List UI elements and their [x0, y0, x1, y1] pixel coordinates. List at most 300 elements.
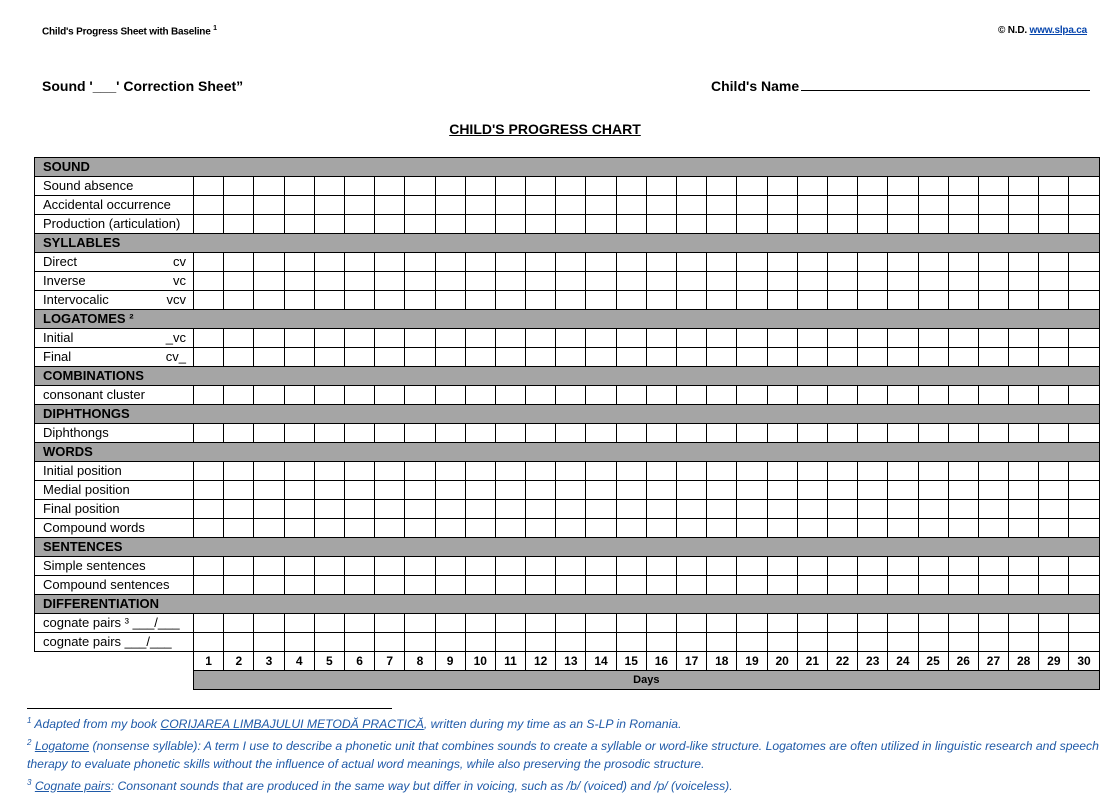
- day-cell[interactable]: [1069, 614, 1099, 633]
- day-cell[interactable]: [948, 215, 978, 234]
- day-cell[interactable]: [224, 614, 254, 633]
- day-cell[interactable]: [435, 500, 465, 519]
- day-cell[interactable]: [224, 462, 254, 481]
- day-cell[interactable]: [707, 348, 737, 367]
- day-cell[interactable]: [435, 633, 465, 652]
- day-cell[interactable]: [858, 481, 888, 500]
- day-cell[interactable]: [375, 291, 405, 310]
- day-cell[interactable]: [858, 253, 888, 272]
- day-cell[interactable]: [435, 215, 465, 234]
- day-cell[interactable]: [918, 557, 948, 576]
- day-cell[interactable]: [314, 329, 344, 348]
- day-cell[interactable]: [344, 633, 374, 652]
- day-cell[interactable]: [526, 614, 556, 633]
- day-cell[interactable]: [556, 348, 586, 367]
- day-cell[interactable]: [284, 196, 314, 215]
- day-cell[interactable]: [677, 557, 707, 576]
- day-cell[interactable]: [858, 348, 888, 367]
- day-cell[interactable]: [375, 177, 405, 196]
- day-cell[interactable]: [495, 576, 525, 595]
- day-cell[interactable]: [556, 462, 586, 481]
- day-cell[interactable]: [888, 576, 918, 595]
- day-cell[interactable]: [465, 215, 495, 234]
- day-cell[interactable]: [375, 253, 405, 272]
- day-cell[interactable]: [586, 329, 616, 348]
- day-cell[interactable]: [1039, 424, 1069, 443]
- day-cell[interactable]: [526, 633, 556, 652]
- day-cell[interactable]: [586, 576, 616, 595]
- day-cell[interactable]: [1039, 348, 1069, 367]
- day-cell[interactable]: [1009, 177, 1039, 196]
- day-cell[interactable]: [1009, 500, 1039, 519]
- day-cell[interactable]: [677, 633, 707, 652]
- day-cell[interactable]: [495, 614, 525, 633]
- day-cell[interactable]: [827, 291, 857, 310]
- day-cell[interactable]: [495, 557, 525, 576]
- day-cell[interactable]: [978, 272, 1008, 291]
- day-cell[interactable]: [526, 272, 556, 291]
- day-cell[interactable]: [918, 500, 948, 519]
- day-cell[interactable]: [526, 481, 556, 500]
- day-cell[interactable]: [737, 481, 767, 500]
- day-cell[interactable]: [616, 272, 646, 291]
- day-cell[interactable]: [827, 576, 857, 595]
- day-cell[interactable]: [344, 557, 374, 576]
- day-cell[interactable]: [797, 500, 827, 519]
- day-cell[interactable]: [827, 253, 857, 272]
- day-cell[interactable]: [797, 215, 827, 234]
- day-cell[interactable]: [344, 424, 374, 443]
- day-cell[interactable]: [858, 462, 888, 481]
- day-cell[interactable]: [1039, 633, 1069, 652]
- day-cell[interactable]: [677, 272, 707, 291]
- day-cell[interactable]: [1039, 481, 1069, 500]
- day-cell[interactable]: [888, 348, 918, 367]
- day-cell[interactable]: [556, 481, 586, 500]
- day-cell[interactable]: [194, 196, 224, 215]
- day-cell[interactable]: [948, 462, 978, 481]
- day-cell[interactable]: [405, 196, 435, 215]
- day-cell[interactable]: [616, 291, 646, 310]
- day-cell[interactable]: [254, 329, 284, 348]
- day-cell[interactable]: [465, 462, 495, 481]
- day-cell[interactable]: [314, 272, 344, 291]
- day-cell[interactable]: [767, 253, 797, 272]
- day-cell[interactable]: [435, 557, 465, 576]
- day-cell[interactable]: [375, 272, 405, 291]
- day-cell[interactable]: [858, 576, 888, 595]
- day-cell[interactable]: [344, 253, 374, 272]
- day-cell[interactable]: [586, 291, 616, 310]
- day-cell[interactable]: [1009, 633, 1039, 652]
- day-cell[interactable]: [767, 557, 797, 576]
- day-cell[interactable]: [586, 557, 616, 576]
- day-cell[interactable]: [435, 291, 465, 310]
- day-cell[interactable]: [495, 633, 525, 652]
- day-cell[interactable]: [1039, 177, 1069, 196]
- day-cell[interactable]: [495, 500, 525, 519]
- day-cell[interactable]: [405, 500, 435, 519]
- day-cell[interactable]: [465, 576, 495, 595]
- day-cell[interactable]: [405, 614, 435, 633]
- day-cell[interactable]: [1069, 633, 1099, 652]
- day-cell[interactable]: [858, 272, 888, 291]
- day-cell[interactable]: [194, 481, 224, 500]
- day-cell[interactable]: [978, 462, 1008, 481]
- day-cell[interactable]: [707, 386, 737, 405]
- day-cell[interactable]: [1039, 329, 1069, 348]
- day-cell[interactable]: [978, 386, 1008, 405]
- day-cell[interactable]: [707, 633, 737, 652]
- day-cell[interactable]: [646, 215, 676, 234]
- day-cell[interactable]: [254, 500, 284, 519]
- day-cell[interactable]: [616, 633, 646, 652]
- day-cell[interactable]: [767, 614, 797, 633]
- day-cell[interactable]: [556, 215, 586, 234]
- day-cell[interactable]: [737, 348, 767, 367]
- day-cell[interactable]: [495, 177, 525, 196]
- day-cell[interactable]: [797, 576, 827, 595]
- day-cell[interactable]: [797, 329, 827, 348]
- day-cell[interactable]: [224, 481, 254, 500]
- day-cell[interactable]: [616, 348, 646, 367]
- day-cell[interactable]: [465, 177, 495, 196]
- day-cell[interactable]: [827, 348, 857, 367]
- day-cell[interactable]: [586, 633, 616, 652]
- day-cell[interactable]: [1039, 272, 1069, 291]
- day-cell[interactable]: [677, 386, 707, 405]
- day-cell[interactable]: [918, 177, 948, 196]
- day-cell[interactable]: [194, 348, 224, 367]
- day-cell[interactable]: [616, 386, 646, 405]
- day-cell[interactable]: [284, 519, 314, 538]
- day-cell[interactable]: [344, 215, 374, 234]
- day-cell[interactable]: [405, 462, 435, 481]
- child-name-line[interactable]: [801, 78, 1090, 91]
- day-cell[interactable]: [948, 576, 978, 595]
- day-cell[interactable]: [586, 462, 616, 481]
- day-cell[interactable]: [948, 329, 978, 348]
- day-cell[interactable]: [797, 348, 827, 367]
- day-cell[interactable]: [314, 557, 344, 576]
- day-cell[interactable]: [586, 348, 616, 367]
- footnote-link[interactable]: CORIJAREA LIMBAJULUI METODĂ PRACTICĂ: [160, 717, 424, 732]
- day-cell[interactable]: [1009, 215, 1039, 234]
- day-cell[interactable]: [677, 329, 707, 348]
- day-cell[interactable]: [797, 424, 827, 443]
- day-cell[interactable]: [556, 291, 586, 310]
- day-cell[interactable]: [526, 500, 556, 519]
- day-cell[interactable]: [888, 215, 918, 234]
- day-cell[interactable]: [375, 557, 405, 576]
- day-cell[interactable]: [586, 272, 616, 291]
- day-cell[interactable]: [435, 348, 465, 367]
- day-cell[interactable]: [767, 329, 797, 348]
- day-cell[interactable]: [1069, 519, 1099, 538]
- day-cell[interactable]: [707, 576, 737, 595]
- day-cell[interactable]: [1009, 291, 1039, 310]
- day-cell[interactable]: [405, 424, 435, 443]
- day-cell[interactable]: [677, 348, 707, 367]
- day-cell[interactable]: [194, 500, 224, 519]
- day-cell[interactable]: [284, 215, 314, 234]
- day-cell[interactable]: [405, 633, 435, 652]
- day-cell[interactable]: [737, 633, 767, 652]
- day-cell[interactable]: [707, 196, 737, 215]
- day-cell[interactable]: [556, 196, 586, 215]
- day-cell[interactable]: [405, 215, 435, 234]
- day-cell[interactable]: [737, 272, 767, 291]
- day-cell[interactable]: [405, 348, 435, 367]
- day-cell[interactable]: [1009, 196, 1039, 215]
- day-cell[interactable]: [737, 329, 767, 348]
- day-cell[interactable]: [1009, 557, 1039, 576]
- day-cell[interactable]: [465, 329, 495, 348]
- day-cell[interactable]: [767, 424, 797, 443]
- website-link[interactable]: www.slpa.ca: [1029, 25, 1087, 36]
- day-cell[interactable]: [314, 215, 344, 234]
- day-cell[interactable]: [435, 424, 465, 443]
- day-cell[interactable]: [495, 253, 525, 272]
- day-cell[interactable]: [284, 557, 314, 576]
- day-cell[interactable]: [194, 614, 224, 633]
- day-cell[interactable]: [827, 196, 857, 215]
- day-cell[interactable]: [344, 348, 374, 367]
- day-cell[interactable]: [1039, 500, 1069, 519]
- day-cell[interactable]: [465, 348, 495, 367]
- day-cell[interactable]: [224, 500, 254, 519]
- day-cell[interactable]: [405, 177, 435, 196]
- day-cell[interactable]: [827, 386, 857, 405]
- day-cell[interactable]: [1069, 462, 1099, 481]
- day-cell[interactable]: [465, 291, 495, 310]
- day-cell[interactable]: [1069, 576, 1099, 595]
- day-cell[interactable]: [737, 386, 767, 405]
- day-cell[interactable]: [1069, 386, 1099, 405]
- day-cell[interactable]: [586, 500, 616, 519]
- day-cell[interactable]: [707, 519, 737, 538]
- day-cell[interactable]: [888, 481, 918, 500]
- day-cell[interactable]: [1009, 272, 1039, 291]
- day-cell[interactable]: [948, 253, 978, 272]
- day-cell[interactable]: [888, 177, 918, 196]
- day-cell[interactable]: [314, 386, 344, 405]
- day-cell[interactable]: [556, 557, 586, 576]
- day-cell[interactable]: [948, 557, 978, 576]
- day-cell[interactable]: [495, 386, 525, 405]
- day-cell[interactable]: [646, 462, 676, 481]
- day-cell[interactable]: [978, 424, 1008, 443]
- day-cell[interactable]: [314, 177, 344, 196]
- day-cell[interactable]: [254, 253, 284, 272]
- day-cell[interactable]: [1009, 386, 1039, 405]
- day-cell[interactable]: [284, 329, 314, 348]
- day-cell[interactable]: [707, 215, 737, 234]
- day-cell[interactable]: [888, 196, 918, 215]
- day-cell[interactable]: [224, 272, 254, 291]
- day-cell[interactable]: [978, 614, 1008, 633]
- day-cell[interactable]: [918, 614, 948, 633]
- day-cell[interactable]: [918, 329, 948, 348]
- day-cell[interactable]: [344, 196, 374, 215]
- day-cell[interactable]: [344, 519, 374, 538]
- day-cell[interactable]: [918, 215, 948, 234]
- day-cell[interactable]: [435, 519, 465, 538]
- day-cell[interactable]: [737, 196, 767, 215]
- day-cell[interactable]: [767, 519, 797, 538]
- day-cell[interactable]: [646, 177, 676, 196]
- day-cell[interactable]: [737, 253, 767, 272]
- day-cell[interactable]: [918, 253, 948, 272]
- day-cell[interactable]: [1069, 196, 1099, 215]
- day-cell[interactable]: [616, 614, 646, 633]
- child-name-field[interactable]: [711, 78, 1090, 94]
- day-cell[interactable]: [707, 462, 737, 481]
- day-cell[interactable]: [918, 272, 948, 291]
- day-cell[interactable]: [767, 291, 797, 310]
- day-cell[interactable]: [737, 215, 767, 234]
- day-cell[interactable]: [254, 557, 284, 576]
- day-cell[interactable]: [526, 424, 556, 443]
- day-cell[interactable]: [556, 177, 586, 196]
- day-cell[interactable]: [314, 500, 344, 519]
- day-cell[interactable]: [978, 177, 1008, 196]
- day-cell[interactable]: [194, 272, 224, 291]
- day-cell[interactable]: [254, 424, 284, 443]
- day-cell[interactable]: [1069, 348, 1099, 367]
- day-cell[interactable]: [435, 177, 465, 196]
- day-cell[interactable]: [918, 519, 948, 538]
- day-cell[interactable]: [1069, 253, 1099, 272]
- day-cell[interactable]: [1069, 424, 1099, 443]
- day-cell[interactable]: [978, 557, 1008, 576]
- day-cell[interactable]: [858, 177, 888, 196]
- day-cell[interactable]: [948, 348, 978, 367]
- day-cell[interactable]: [375, 348, 405, 367]
- day-cell[interactable]: [194, 462, 224, 481]
- day-cell[interactable]: [677, 253, 707, 272]
- day-cell[interactable]: [586, 614, 616, 633]
- day-cell[interactable]: [677, 291, 707, 310]
- day-cell[interactable]: [707, 424, 737, 443]
- day-cell[interactable]: [314, 633, 344, 652]
- day-cell[interactable]: [888, 500, 918, 519]
- day-cell[interactable]: [314, 462, 344, 481]
- day-cell[interactable]: [616, 462, 646, 481]
- day-cell[interactable]: [1069, 177, 1099, 196]
- day-cell[interactable]: [1069, 557, 1099, 576]
- day-cell[interactable]: [888, 386, 918, 405]
- day-cell[interactable]: [978, 633, 1008, 652]
- day-cell[interactable]: [918, 386, 948, 405]
- day-cell[interactable]: [526, 386, 556, 405]
- day-cell[interactable]: [526, 348, 556, 367]
- day-cell[interactable]: [1009, 519, 1039, 538]
- day-cell[interactable]: [707, 272, 737, 291]
- day-cell[interactable]: [344, 291, 374, 310]
- day-cell[interactable]: [375, 196, 405, 215]
- day-cell[interactable]: [556, 500, 586, 519]
- day-cell[interactable]: [465, 272, 495, 291]
- day-cell[interactable]: [677, 215, 707, 234]
- day-cell[interactable]: [918, 462, 948, 481]
- day-cell[interactable]: [767, 462, 797, 481]
- day-cell[interactable]: [978, 348, 1008, 367]
- day-cell[interactable]: [797, 481, 827, 500]
- day-cell[interactable]: [737, 462, 767, 481]
- day-cell[interactable]: [344, 462, 374, 481]
- day-cell[interactable]: [978, 196, 1008, 215]
- day-cell[interactable]: [646, 272, 676, 291]
- day-cell[interactable]: [435, 196, 465, 215]
- day-cell[interactable]: [194, 424, 224, 443]
- day-cell[interactable]: [254, 519, 284, 538]
- day-cell[interactable]: [616, 253, 646, 272]
- day-cell[interactable]: [948, 272, 978, 291]
- day-cell[interactable]: [194, 386, 224, 405]
- day-cell[interactable]: [888, 519, 918, 538]
- day-cell[interactable]: [1069, 500, 1099, 519]
- day-cell[interactable]: [646, 253, 676, 272]
- day-cell[interactable]: [556, 329, 586, 348]
- day-cell[interactable]: [556, 576, 586, 595]
- day-cell[interactable]: [375, 614, 405, 633]
- day-cell[interactable]: [978, 519, 1008, 538]
- day-cell[interactable]: [978, 215, 1008, 234]
- day-cell[interactable]: [465, 196, 495, 215]
- day-cell[interactable]: [194, 215, 224, 234]
- day-cell[interactable]: [586, 196, 616, 215]
- day-cell[interactable]: [556, 424, 586, 443]
- day-cell[interactable]: [767, 215, 797, 234]
- day-cell[interactable]: [1039, 519, 1069, 538]
- day-cell[interactable]: [677, 462, 707, 481]
- day-cell[interactable]: [194, 557, 224, 576]
- day-cell[interactable]: [827, 633, 857, 652]
- day-cell[interactable]: [344, 481, 374, 500]
- day-cell[interactable]: [858, 196, 888, 215]
- day-cell[interactable]: [526, 576, 556, 595]
- day-cell[interactable]: [616, 177, 646, 196]
- day-cell[interactable]: [948, 177, 978, 196]
- day-cell[interactable]: [284, 481, 314, 500]
- day-cell[interactable]: [1039, 196, 1069, 215]
- day-cell[interactable]: [435, 576, 465, 595]
- day-cell[interactable]: [375, 500, 405, 519]
- day-cell[interactable]: [737, 519, 767, 538]
- day-cell[interactable]: [707, 177, 737, 196]
- day-cell[interactable]: [948, 481, 978, 500]
- day-cell[interactable]: [344, 329, 374, 348]
- day-cell[interactable]: [314, 348, 344, 367]
- day-cell[interactable]: [797, 196, 827, 215]
- day-cell[interactable]: [888, 614, 918, 633]
- day-cell[interactable]: [616, 557, 646, 576]
- day-cell[interactable]: [284, 614, 314, 633]
- day-cell[interactable]: [465, 500, 495, 519]
- day-cell[interactable]: [1069, 215, 1099, 234]
- day-cell[interactable]: [948, 196, 978, 215]
- day-cell[interactable]: [556, 519, 586, 538]
- day-cell[interactable]: [616, 519, 646, 538]
- day-cell[interactable]: [646, 196, 676, 215]
- day-cell[interactable]: [1039, 576, 1069, 595]
- day-cell[interactable]: [646, 576, 676, 595]
- day-cell[interactable]: [827, 462, 857, 481]
- day-cell[interactable]: [888, 329, 918, 348]
- day-cell[interactable]: [254, 614, 284, 633]
- day-cell[interactable]: [526, 329, 556, 348]
